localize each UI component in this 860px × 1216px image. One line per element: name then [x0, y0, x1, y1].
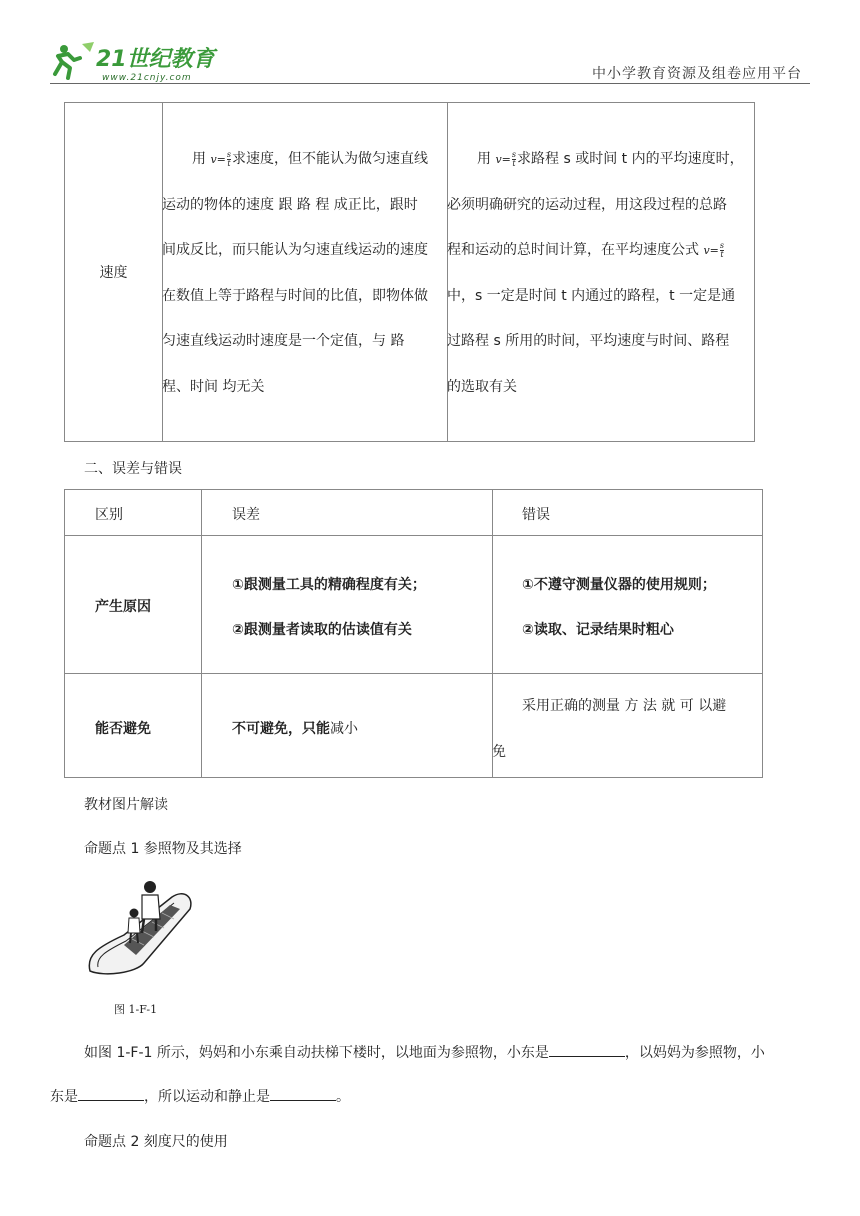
table-divider [492, 490, 493, 777]
formula-fraction: $\frac{s}{t}$ [511, 149, 516, 168]
row-label-avoid: 能否避免 [95, 721, 151, 737]
point-2-heading: 命题点 2 刻度尺的使用 [84, 1134, 228, 1150]
text-line: 程和运动的总时间计算，在平均速度公式 v= $\frac{s}{t}$ [447, 240, 724, 259]
text-line: 程、时间 均无关 [162, 378, 265, 395]
speed-table [64, 102, 755, 442]
header-mistake: 错误 [522, 507, 550, 523]
text-line: 间成反比，而只能认为匀速直线运动的速度 [162, 242, 428, 258]
question-line-1: 如图 1-F-1 所示，妈妈和小东乘自动扶梯下楼时，以地面为参照物，小东是 ，以妈妈为参照物，小 [84, 1042, 765, 1062]
point-1-heading: 命题点 1 参照物及其选择 [84, 841, 242, 857]
text-line: 过路程 s 所用的时间，平均速度与时间、路程 [447, 333, 730, 349]
speed-label: 速度 [99, 265, 128, 281]
header-error: 误差 [232, 507, 260, 523]
logo-text: 21世纪教育 [96, 47, 215, 72]
table-divider [65, 535, 762, 536]
error-cause-1: ①跟测量工具的精确程度有关； [232, 577, 426, 593]
text-line: 运动的物体的速度 跟 路 程 成正比，跟时 [162, 196, 418, 213]
speed-right-text [447, 137, 744, 410]
text-line: 用 v= $\frac{s}{t}$ 求速度，但不能认为做匀速直线 [192, 149, 428, 168]
table-divider [65, 673, 762, 674]
text-line: 在数值上等于路程与时间的比值，即物体做 [162, 287, 428, 304]
answer-blank[interactable] [270, 1086, 336, 1101]
figure-caption: 图 1-F-1 [114, 1003, 158, 1016]
error-table [64, 489, 763, 778]
text-line: 用 v= $\frac{s}{t}$ 求路程 s 或时间 t 内的平均速度时， [477, 149, 744, 168]
mistake-avoid-line2: 免 [492, 744, 506, 760]
runner-icon [55, 42, 94, 78]
platform-name: 中小学教育资源及组卷应用平台 [592, 66, 802, 82]
logo-url: www.21cnjy.com [102, 73, 192, 83]
escalator-figure [84, 875, 196, 977]
header-distinction: 区别 [95, 507, 123, 523]
mistake-cause-2: ②读取、记录结果时粗心 [522, 622, 674, 638]
text-line: 匀速直线运动时速度是一个定值，与 路 [162, 333, 405, 349]
speed-left-text [162, 137, 428, 410]
table-divider [201, 490, 202, 777]
header-rule [50, 83, 810, 84]
answer-blank[interactable] [78, 1086, 144, 1101]
formula-fraction: $\frac{s}{t}$ [226, 149, 231, 168]
site-logo [50, 40, 225, 84]
textbook-heading: 教材图片解读 [84, 797, 168, 813]
text-line: 必须明确研究的运动过程，用这段过程的总路 [447, 196, 727, 213]
mistake-avoid-line1: 采用正确的测量 方 法 就 可 以避 [522, 698, 727, 714]
row-label-cause: 产生原因 [95, 599, 151, 615]
question-line-2: 东是 ，所以运动和静止是 。 [50, 1086, 350, 1106]
error-cause-2: ②跟测量者读取的估读值有关 [232, 622, 412, 638]
formula-fraction: $\frac{s}{t}$ [719, 240, 724, 259]
text-line: 的选取有关 [447, 378, 517, 395]
section-title: 二、误差与错误 [84, 461, 182, 477]
answer-blank[interactable] [549, 1042, 625, 1057]
text-line: 中，s 一定是时间 t 内通过的路程，t 一定是通 [447, 287, 736, 304]
error-avoid: 不可避免，只能减小 [232, 721, 358, 737]
mistake-cause-1: ①不遵守测量仪器的使用规则； [522, 577, 716, 593]
